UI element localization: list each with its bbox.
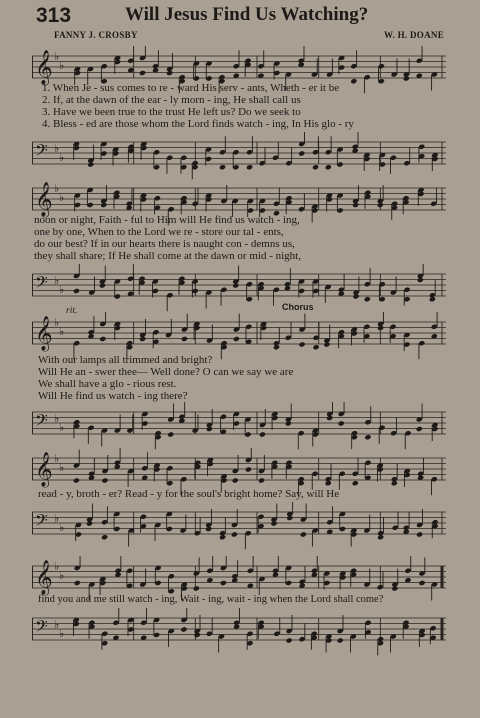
lyric-line: one by one, When to the Lord we re - store our tal - ents, [34, 226, 284, 238]
flat-icon: ♭ [59, 326, 65, 338]
flat-icon: ♭ [59, 422, 65, 434]
music-system-4 [32, 438, 446, 550]
bass-staff [32, 502, 446, 550]
lyric-line: Will He an - swer thee— Well done? O can we say we are [38, 366, 294, 378]
flat-icon: ♭ [59, 628, 65, 640]
flat-icon: ♭ [54, 275, 60, 287]
composer-credit: W. H. DOANE [384, 30, 444, 40]
flat-icon: ♭ [54, 561, 60, 573]
ritardando-mark: rit. [66, 306, 78, 316]
flat-icon: ♭ [59, 284, 65, 296]
lyric-line: With our lamps all trimmed and bright? [38, 354, 213, 366]
lyric-line: 3. Have we been true to the trust He left us? Do we seek to [42, 106, 301, 118]
bass-clef-icon: 𝄢 [35, 510, 48, 534]
flat-icon: ♭ [54, 619, 60, 631]
author-credit: FANNY J. CROSBY [54, 30, 138, 40]
lyric-line: 1. When Je - sus comes to re - ward His serv - ants, Wheth - er it be [42, 82, 340, 94]
flat-icon: ♭ [54, 51, 60, 63]
lyric-line: find you and me still watch - ing, Wait - ing, wait - ing when the Lord shall come? [38, 594, 384, 605]
bass-staff [32, 608, 446, 656]
music-system-1 [32, 40, 446, 178]
lyric-line: they shall share; If He shall come at the dawn or mid - night, [34, 250, 301, 262]
lyric-line: 4. Bless - ed are those whom the Lord finds watch - ing, In His glo - ry [42, 118, 354, 130]
treble-clef-icon: 𝄞 [35, 452, 53, 487]
flat-icon: ♭ [59, 462, 65, 474]
lyric-line: do our best? If in our hearts there is naught con - demns us, [34, 238, 295, 250]
lyric-line: 2. If, at the dawn of the ear - ly morn - ing, He shall call us [42, 94, 301, 106]
treble-clef-icon: 𝄞 [35, 50, 53, 85]
bass-clef-icon: 𝄢 [35, 410, 48, 434]
bass-clef-icon: 𝄢 [35, 272, 48, 296]
flat-icon: ♭ [59, 152, 65, 164]
music-system-5 [32, 552, 446, 712]
treble-clef-icon: 𝄞 [35, 316, 53, 351]
bass-clef-icon: 𝄢 [35, 140, 48, 164]
lyric-line: read - y, broth - er? Read - y for the soul's bright home? Say, will He [38, 488, 340, 500]
chorus-heading: Chorus [282, 302, 314, 312]
music-system-2 [32, 174, 446, 304]
hymn-number: 313 [36, 4, 72, 27]
flat-icon: ♭ [59, 522, 65, 534]
flat-icon: ♭ [59, 192, 65, 204]
flat-icon: ♭ [54, 183, 60, 195]
flat-icon: ♭ [59, 60, 65, 72]
treble-clef-icon: 𝄞 [35, 560, 53, 595]
bass-clef-icon: 𝄢 [35, 616, 48, 640]
flat-icon: ♭ [54, 413, 60, 425]
treble-staff [32, 312, 446, 360]
flat-icon: ♭ [54, 317, 60, 329]
lyric-line: noon or night, Faith - ful to Him will He find us watch - ing, [34, 214, 300, 226]
flat-icon: ♭ [54, 143, 60, 155]
treble-clef-icon: 𝄞 [35, 182, 53, 217]
lyric-line: Will He find us watch - ing there? [38, 390, 188, 402]
bass-staff [32, 132, 446, 180]
hymn-title: Will Jesus Find Us Watching? [125, 4, 369, 25]
lyric-line: We shall have a glo - rious rest. [38, 378, 177, 390]
flat-icon: ♭ [54, 513, 60, 525]
flat-icon: ♭ [59, 570, 65, 582]
flat-icon: ♭ [54, 453, 60, 465]
music-system-3 [32, 304, 446, 436]
